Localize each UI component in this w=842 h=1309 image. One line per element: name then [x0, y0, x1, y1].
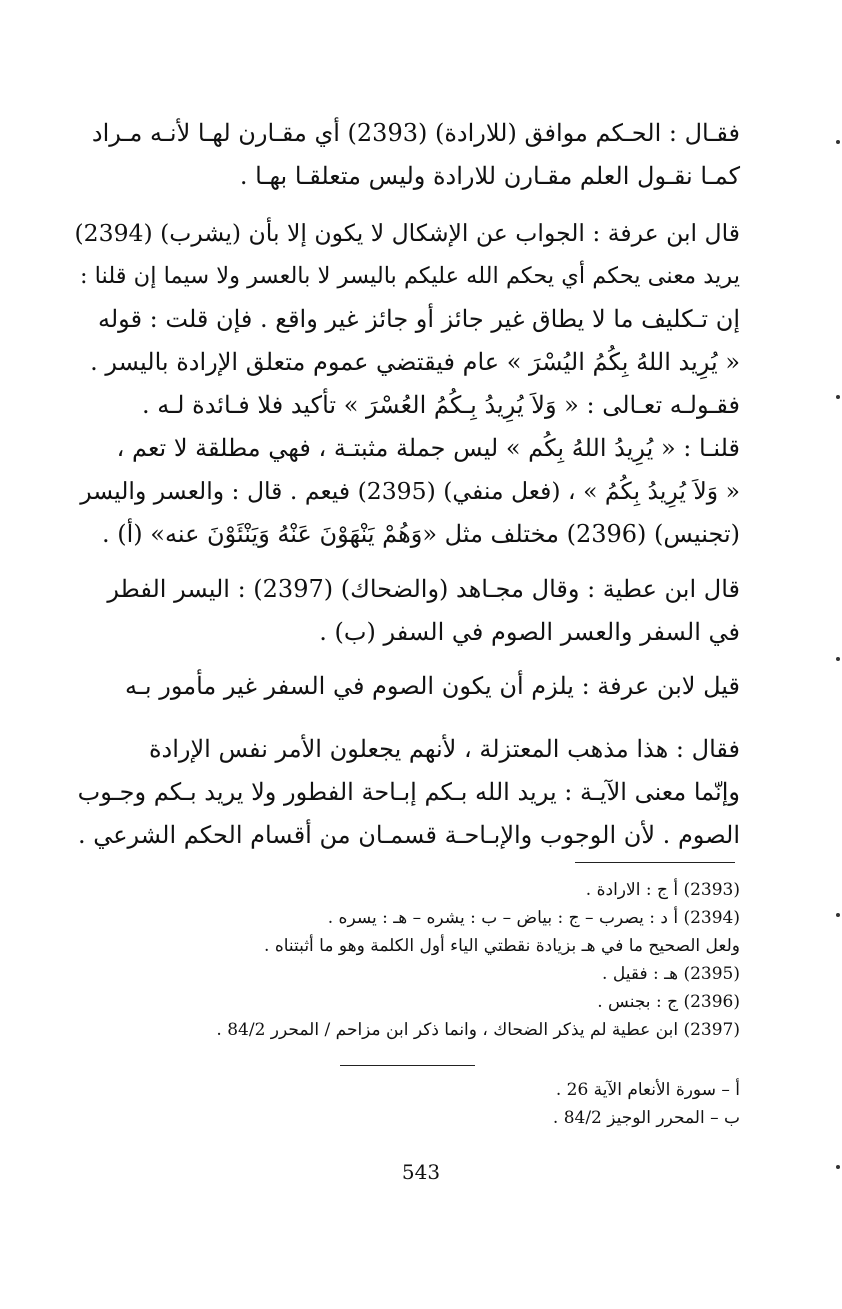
- paragraph-6: [70, 728, 740, 857]
- text-line: يريد معنى يحكم أي يحكم الله عليكم باليسر لا بالعسر ولا سيما إن قلنا :: [79, 263, 740, 289]
- page-number: 543: [401, 1160, 441, 1184]
- footnote: (2394) أ د : يصرب – ج : بياض – ب : يشره – هـ : يسره .: [327, 908, 740, 928]
- paragraph-2: [70, 212, 740, 427]
- reference: ب – المحرر الوجيز 84/2 .: [552, 1108, 740, 1128]
- footnote: ولعل الصحيح ما في هـ بزيادة نقطتي الياء أول الكلمة وهو ما أثبتناه .: [264, 936, 740, 956]
- references: [70, 1076, 740, 1132]
- text-line: فقال : هذا مذهب المعتزلة ، لأنهم يجعلون الأمر نفس الإرادة: [148, 735, 740, 763]
- text-line: إن تـكليف ما لا يطاق غير جائز أو جائز غير واقع . فإن قلت : قوله: [97, 305, 740, 333]
- text-line: « يُرِيد اللهُ بِكُمُ اليُسْرَ » عام فيقتضي عموم متعلق الإرادة باليسر .: [90, 348, 740, 376]
- text-line: وإنّما معنى الآيـة : يريد الله بـكم إبـاحة الفطور ولا يريد بـكم وجـوب: [77, 778, 740, 806]
- text-line: (تجنيس) (2396) مختلف مثل «وَهُمْ يَنْهَوْنَ عَنْهُ وَيَنْئَوْنَ عنه» (أ) .: [102, 520, 740, 548]
- margin-speck: [836, 657, 840, 661]
- text-line: قلنـا : « يُرِيدُ اللهُ بِكُم » ليس جملة مثبتـة ، فهي مطلقة لا تعم ،: [116, 434, 740, 462]
- reference: أ – سورة الأنعام الآية 26 .: [555, 1080, 740, 1100]
- text-line: قال ابن عطية : وقال مجـاهد (والضحاك) (2397) : اليسر الفطر: [107, 575, 740, 603]
- margin-speck: [836, 140, 840, 144]
- text-line: الصوم . لأن الوجوب والإبـاحـة قسمـان من أقسام الحكم الشرعي .: [77, 821, 740, 849]
- footnote: (2397) ابن عطية لم يذكر الضحاك ، وانما ذكر ابن مزاحم / المحرر 84/2 .: [216, 1020, 740, 1040]
- footnotes: [70, 876, 740, 1044]
- references-separator: [340, 1065, 475, 1066]
- text-line: في السفر والعسر الصوم في السفر (ب) .: [319, 618, 740, 646]
- footnote: (2396) ج : بجنس .: [597, 992, 740, 1012]
- footnote: (2395) هـ : فقيل .: [602, 964, 740, 984]
- margin-speck: [836, 395, 840, 399]
- text-line: قال ابن عرفة : الجواب عن الإشكال لا يكون إلا بأن (يشرب) (2394): [74, 219, 740, 247]
- text-line: كمـا نقـول العلم مقـارن للارادة وليس متعلقـا بهـا .: [239, 162, 740, 190]
- margin-speck: [836, 913, 840, 917]
- text-line: فقـال : الحـكم موافق (للارادة) (2393) أي مقـارن لهـا لأنـه مـراد: [91, 119, 740, 147]
- paragraph-5: [70, 665, 740, 708]
- paragraph-4: [70, 568, 740, 654]
- text-line: « وَلاَ يُرِيدُ بِكُمُ » ، (فعل منفي) (2395) فيعم . قال : والعسر واليسر: [80, 477, 740, 505]
- paragraph-1: [70, 112, 740, 198]
- footnote: (2393) أ ج : الارادة .: [585, 880, 740, 900]
- paragraph-3: [70, 427, 740, 556]
- margin-speck: [836, 1165, 840, 1169]
- footnote-separator: [575, 862, 735, 863]
- text-line: فقـولـه تعـالى : « وَلاَ يُرِيدُ بِـكُمُ العُسْرَ » تأكيد فلا فـائدة لـه .: [142, 391, 740, 419]
- text-line: قيل لابن عرفة : يلزم أن يكون الصوم في السفر غير مأمور بـه: [125, 672, 740, 700]
